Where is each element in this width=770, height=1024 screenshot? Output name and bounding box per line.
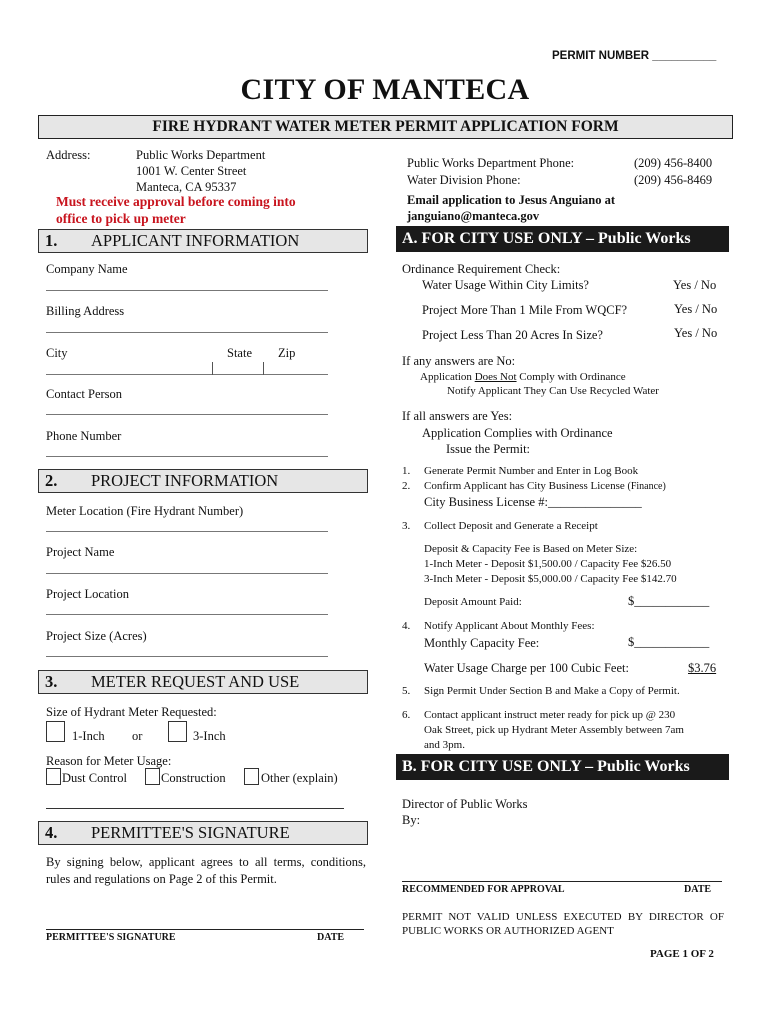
permittee-signature-field[interactable] xyxy=(46,929,364,930)
approval-warning-line2: office to pick up meter xyxy=(56,211,186,226)
deposit-paid-field[interactable]: $____________ xyxy=(628,594,710,608)
step1-number: 1. xyxy=(402,465,411,477)
project-size-label: Project Size (Acres) xyxy=(46,629,147,643)
pw-phone: (209) 456-8400 xyxy=(634,156,713,170)
no-line1-underlined: Does Not xyxy=(474,371,517,383)
one-inch-label: 1-Inch xyxy=(72,729,105,743)
billing-address-field[interactable] xyxy=(46,332,328,333)
no-line1-pre: Application xyxy=(420,371,475,383)
address-line1: Public Works Department xyxy=(136,148,266,162)
step2-text xyxy=(424,480,666,492)
director-label: Director of Public Works xyxy=(402,797,528,811)
project-size-field[interactable] xyxy=(46,656,328,657)
section4-number: 4. xyxy=(45,823,58,842)
section3-number: 3. xyxy=(45,672,58,691)
contact-person-field[interactable] xyxy=(46,414,328,415)
no-line1-post: Comply with Ordinance xyxy=(516,371,626,383)
validity-notice: PERMIT NOT VALID UNLESS EXECUTED BY DIRECTOR OF PUBLIC WORKS OR AUTHORIZED AGENT xyxy=(402,911,724,937)
form-title: FIRE HYDRANT WATER METER PERMIT APPLICATION FORM xyxy=(38,115,733,139)
no-line2: Notify Applicant They Can Use Recycled Water xyxy=(447,385,659,397)
director-signature-field[interactable] xyxy=(402,881,722,882)
yes-line1: Application Complies with Ordinance xyxy=(422,426,613,440)
step3-number: 3. xyxy=(402,520,411,532)
step1-text: Generate Permit Number and Enter in Log Book xyxy=(424,465,639,477)
step6-number: 6. xyxy=(402,709,411,721)
other-explain-field[interactable] xyxy=(46,808,344,809)
meter-size-label: Size of Hydrant Meter Requested: xyxy=(46,705,217,719)
address-line2: 1001 W. Center Street xyxy=(136,164,247,178)
dust-control-label: Dust Control xyxy=(62,771,127,785)
by-label: By: xyxy=(402,813,421,827)
contact-person-label: Contact Person xyxy=(46,387,123,401)
city-label: City xyxy=(46,346,68,360)
monthly-fee-label: Monthly Capacity Fee: xyxy=(424,636,540,650)
phone-number-field[interactable] xyxy=(46,456,328,457)
step2-note: (Finance) xyxy=(627,481,666,492)
water-phone: (209) 456-8469 xyxy=(634,173,713,187)
project-name-field[interactable] xyxy=(46,573,328,574)
if-yes-label: If all answers are Yes: xyxy=(402,409,513,423)
project-location-field[interactable] xyxy=(46,614,328,615)
question-2-answer[interactable]: Yes / No xyxy=(674,302,718,316)
section2-title: PROJECT INFORMATION xyxy=(91,471,279,490)
other-checkbox[interactable] xyxy=(244,768,259,785)
no-line1 xyxy=(420,371,626,383)
city-field[interactable] xyxy=(46,374,212,375)
recommended-label: RECOMMENDED FOR APPROVAL xyxy=(402,884,565,895)
step4-text: Notify Applicant About Monthly Fees: xyxy=(424,620,595,632)
yes-line2: Issue the Permit: xyxy=(446,442,531,456)
section2-number: 2. xyxy=(45,471,58,490)
question-3: Project Less Than 20 Acres In Size? xyxy=(422,328,603,342)
state-field[interactable] xyxy=(213,374,263,375)
section1-title: APPLICANT INFORMATION xyxy=(91,231,300,250)
deposit-paid-label: Deposit Amount Paid: xyxy=(424,596,522,608)
section-a-header: A. FOR CITY USE ONLY – Public Works xyxy=(396,226,729,252)
permittee-date-label: DATE xyxy=(317,932,345,943)
section3-header xyxy=(38,670,368,694)
permit-number-label: PERMIT NUMBER __________ xyxy=(552,50,717,62)
company-name-label: Company Name xyxy=(46,262,128,276)
water-phone-label: Water Division Phone: xyxy=(407,173,521,187)
address-label: Address: xyxy=(46,148,91,162)
fee-line2: 1-Inch Meter - Deposit $1,500.00 / Capacity Fee $26.50 xyxy=(424,558,672,570)
project-location-label: Project Location xyxy=(46,587,129,601)
billing-address-label: Billing Address xyxy=(46,304,125,318)
section1-number: 1. xyxy=(45,231,58,250)
or-label: or xyxy=(132,729,143,743)
permittee-signature-label: PERMITTEE'S SIGNATURE xyxy=(46,932,176,943)
question-3-answer[interactable]: Yes / No xyxy=(674,326,718,340)
fee-line3: 3-Inch Meter - Deposit $5,000.00 / Capacity Fee $142.70 xyxy=(424,573,677,585)
step6-line1: Contact applicant instruct meter ready for pick up @ 230 xyxy=(424,709,676,721)
section1-header xyxy=(38,229,368,253)
meter-location-label: Meter Location (Fire Hydrant Number) xyxy=(46,504,244,518)
step5-number: 5. xyxy=(402,685,411,697)
question-2: Project More Than 1 Mile From WQCF? xyxy=(422,303,628,317)
email-line1: Email application to Jesus Anguiano at xyxy=(407,193,616,207)
if-no-label: If any answers are No: xyxy=(402,354,516,368)
approval-warning-line1: Must receive approval before coming into xyxy=(56,194,296,209)
usage-charge-amount: $3.76 xyxy=(688,661,717,675)
one-inch-checkbox[interactable] xyxy=(46,721,65,742)
city-title: CITY OF MANTECA xyxy=(240,73,530,106)
business-license-field[interactable]: City Business License #:_______________ xyxy=(424,495,642,509)
step3-text: Collect Deposit and Generate a Receipt xyxy=(424,520,598,532)
meter-location-field[interactable] xyxy=(46,531,328,532)
construction-checkbox[interactable] xyxy=(145,768,160,785)
zip-field[interactable] xyxy=(264,374,328,375)
state-label: State xyxy=(227,346,252,360)
signature-agreement: By signing below, applicant agrees to all terms, conditions, rules and regulations on Page 2 of this Permit. xyxy=(46,855,366,886)
page-label: PAGE 1 OF 2 xyxy=(650,948,714,960)
step6-line2: Oak Street, pick up Hydrant Meter Assembly between 7am xyxy=(424,724,684,736)
project-name-label: Project Name xyxy=(46,545,115,559)
fee-line1: Deposit & Capacity Fee is Based on Meter Size: xyxy=(424,543,638,555)
construction-label: Construction xyxy=(161,771,226,785)
section4-title: PERMITTEE'S SIGNATURE xyxy=(91,823,290,842)
director-date-label: DATE xyxy=(684,884,712,895)
section3-title: METER REQUEST AND USE xyxy=(91,672,300,691)
other-label: Other (explain) xyxy=(261,771,338,785)
ordinance-check-label: Ordinance Requirement Check: xyxy=(402,262,561,276)
company-name-field[interactable] xyxy=(46,290,328,291)
section-b-header: B. FOR CITY USE ONLY – Public Works xyxy=(396,754,729,780)
section4-header xyxy=(38,821,368,845)
email-address[interactable]: janguiano@manteca.gov xyxy=(407,209,540,223)
section2-header xyxy=(38,469,368,493)
address-line3: Manteca, CA 95337 xyxy=(136,180,237,194)
step4-number: 4. xyxy=(402,620,411,632)
three-inch-label: 3-Inch xyxy=(193,729,226,743)
step6-line3: and 3pm. xyxy=(424,739,465,751)
three-inch-checkbox[interactable] xyxy=(168,721,187,742)
dust-control-checkbox[interactable] xyxy=(46,768,61,785)
step5-text: Sign Permit Under Section B and Make a Copy of Permit. xyxy=(424,685,680,697)
pw-phone-label: Public Works Department Phone: xyxy=(407,156,575,170)
monthly-fee-field[interactable]: $____________ xyxy=(628,635,710,649)
step2-number: 2. xyxy=(402,480,411,492)
phone-number-label: Phone Number xyxy=(46,429,122,443)
question-1: Water Usage Within City Limits? xyxy=(422,278,589,292)
question-1-answer[interactable]: Yes / No xyxy=(673,278,717,292)
reason-label: Reason for Meter Usage: xyxy=(46,754,172,768)
usage-charge-label: Water Usage Charge per 100 Cubic Feet: xyxy=(424,661,629,675)
zip-label: Zip xyxy=(278,346,296,360)
step2-main: Confirm Applicant has City Business License xyxy=(424,480,625,492)
